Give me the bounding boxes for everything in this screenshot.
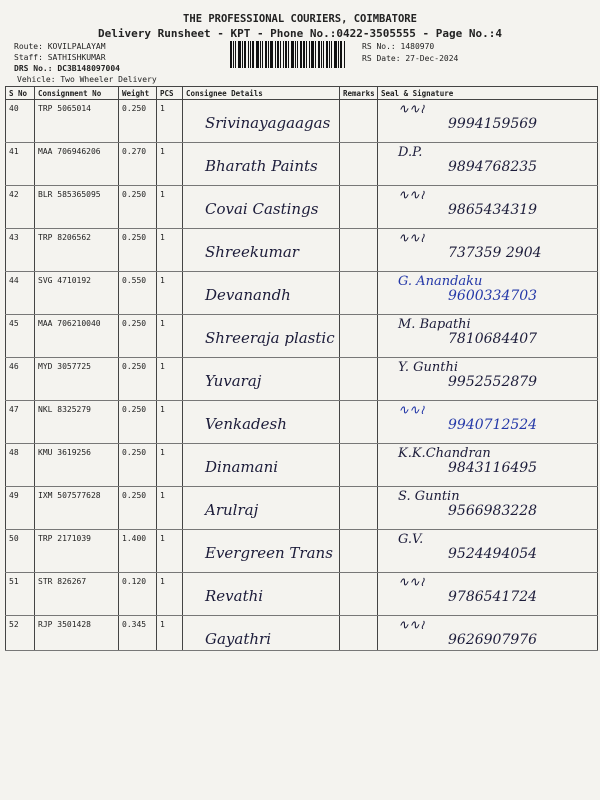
consignment-cell: TRP 8206562 — [35, 229, 119, 272]
sno-cell: 42 — [6, 186, 35, 229]
barcode-bar — [318, 41, 320, 68]
consignment-cell: BLR 585365095 — [35, 186, 119, 229]
consignee-cell — [183, 315, 340, 358]
weight-cell: 0.250 — [119, 401, 157, 444]
consignee-handwriting: Shreeraja plastic — [205, 329, 335, 347]
receiver-phone: 9600334703 — [448, 288, 538, 304]
remarks-cell — [340, 229, 378, 272]
barcode-bar — [321, 41, 322, 68]
consignment-cell: TRP 2171039 — [35, 530, 119, 573]
remarks-cell — [340, 573, 378, 616]
vehicle-label: Vehicle: Two Wheeler Delivery — [17, 75, 157, 84]
weight-cell: 0.250 — [119, 487, 157, 530]
barcode-bar — [334, 41, 337, 68]
rs-date: RS Date: 27-Dec-2024 — [362, 54, 459, 63]
barcode-bar — [256, 41, 259, 68]
consignee-handwriting: Revathi — [205, 587, 264, 605]
sno-cell: 45 — [6, 315, 35, 358]
barcode-bar — [250, 41, 251, 68]
col-sno: S No — [6, 87, 35, 100]
sno-cell: 49 — [6, 487, 35, 530]
sno-cell: 41 — [6, 143, 35, 186]
weight-cell: 0.250 — [119, 229, 157, 272]
barcode-bar — [331, 41, 332, 68]
pcs-cell: 1 — [157, 186, 183, 229]
signature-cell — [378, 358, 598, 401]
sno-cell: 44 — [6, 272, 35, 315]
consignment-cell: MAA 706946206 — [35, 143, 119, 186]
receiver-signature: Y. Gunthi — [398, 360, 459, 375]
consignment-cell: RJP 3501428 — [35, 616, 119, 651]
barcode-bar — [280, 41, 281, 68]
pcs-cell: 1 — [157, 229, 183, 272]
consignment-cell: STR 826267 — [35, 573, 119, 616]
col-remarks: Remarks — [340, 87, 378, 100]
table-row — [6, 573, 598, 616]
signature-cell — [378, 100, 598, 143]
table-row — [6, 100, 598, 143]
table-row — [6, 530, 598, 573]
barcode-bar — [248, 41, 249, 68]
barcode-bar — [268, 41, 269, 68]
consignment-cell: MYD 3057725 — [35, 358, 119, 401]
consignee-cell — [183, 143, 340, 186]
pcs-cell: 1 — [157, 444, 183, 487]
table-row — [6, 444, 598, 487]
consignee-handwriting: Evergreen Trans — [205, 544, 333, 562]
consignee-handwriting: Shreekumar — [205, 243, 299, 261]
barcode — [230, 41, 356, 68]
barcode-bar — [315, 41, 316, 68]
receiver-phone: 9952552879 — [448, 374, 538, 390]
sno-cell: 43 — [6, 229, 35, 272]
rs-number: RS No.: 1480970 — [362, 42, 435, 51]
consignment-cell: MAA 706210040 — [35, 315, 119, 358]
remarks-cell — [340, 444, 378, 487]
barcode-bar — [303, 41, 305, 68]
weight-cell: 0.250 — [119, 358, 157, 401]
pcs-cell: 1 — [157, 272, 183, 315]
sno-cell: 47 — [6, 401, 35, 444]
remarks-cell — [340, 487, 378, 530]
table-row — [6, 616, 598, 651]
table-row — [6, 358, 598, 401]
sno-cell: 51 — [6, 573, 35, 616]
barcode-bar — [262, 41, 263, 68]
col-weight: Weight — [119, 87, 157, 100]
receiver-phone: 9894768235 — [448, 159, 538, 175]
consignment-cell: SVG 4710192 — [35, 272, 119, 315]
consignee-handwriting: Bharath Paints — [205, 157, 318, 175]
consignee-handwriting: Srivinayagaagas — [205, 114, 331, 132]
consignee-cell — [183, 229, 340, 272]
receiver-signature: M. Bapathi — [398, 317, 471, 332]
receiver-signature: G.V. — [398, 532, 424, 547]
remarks-cell — [340, 315, 378, 358]
consignee-cell — [183, 530, 340, 573]
consignee-cell — [183, 487, 340, 530]
weight-cell: 0.550 — [119, 272, 157, 315]
barcode-bar — [306, 41, 307, 68]
barcode-bar — [233, 41, 234, 68]
pcs-cell: 1 — [157, 358, 183, 401]
table-row — [6, 186, 598, 229]
receiver-signature: ∿∿≀ — [398, 618, 425, 633]
receiver-signature: S. Guntin — [398, 489, 460, 504]
signature-cell — [378, 530, 598, 573]
consignment-cell: KMU 3619256 — [35, 444, 119, 487]
company-title: THE PROFESSIONAL COURIERS, COIMBATORE — [183, 13, 417, 25]
receiver-signature: ∿∿≀ — [398, 231, 425, 246]
sno-cell: 40 — [6, 100, 35, 143]
consignee-handwriting: Yuvaraj — [205, 372, 262, 390]
table-row — [6, 401, 598, 444]
weight-cell: 0.250 — [119, 100, 157, 143]
barcode-bar — [326, 41, 328, 68]
signature-cell — [378, 444, 598, 487]
runsheet-table — [5, 86, 598, 651]
barcode-bar — [265, 41, 267, 68]
sno-cell: 50 — [6, 530, 35, 573]
receiver-phone: 9524494054 — [448, 546, 538, 562]
barcode-bar — [230, 41, 232, 68]
receiver-phone: 9994159569 — [448, 116, 538, 132]
consignee-cell — [183, 401, 340, 444]
barcode-bar — [252, 41, 254, 68]
table-row — [6, 229, 598, 272]
table-row — [6, 315, 598, 358]
pcs-cell: 1 — [157, 401, 183, 444]
signature-cell — [378, 143, 598, 186]
consignment-cell: IXM 507577628 — [35, 487, 119, 530]
remarks-cell — [340, 100, 378, 143]
col-consignment: Consignment No — [35, 87, 119, 100]
drs-label: DRS No.: DC3B148097004 — [14, 64, 120, 73]
pcs-cell: 1 — [157, 143, 183, 186]
consignee-cell — [183, 358, 340, 401]
sno-cell: 52 — [6, 616, 35, 651]
barcode-bar — [340, 41, 342, 68]
barcode-bar — [344, 41, 345, 68]
receiver-phone: 9566983228 — [448, 503, 538, 519]
receiver-signature: G. Anandaku — [398, 274, 483, 289]
consignee-cell — [183, 444, 340, 487]
weight-cell: 0.250 — [119, 444, 157, 487]
pcs-cell: 1 — [157, 487, 183, 530]
table-row — [6, 487, 598, 530]
signature-cell — [378, 186, 598, 229]
barcode-bar — [238, 41, 241, 68]
receiver-phone: 7810684407 — [448, 331, 538, 347]
barcode-bar — [323, 41, 324, 68]
signature-cell — [378, 487, 598, 530]
consignee-handwriting: Devanandh — [205, 286, 291, 304]
barcode-bar — [300, 41, 302, 68]
consignee-handwriting: Covai Castings — [205, 200, 319, 218]
table-row — [6, 143, 598, 186]
pcs-cell: 1 — [157, 100, 183, 143]
sno-cell: 46 — [6, 358, 35, 401]
receiver-phone: 9843116495 — [448, 460, 538, 476]
signature-cell — [378, 616, 598, 651]
barcode-bar — [288, 41, 289, 68]
consignment-cell: NKL 8325279 — [35, 401, 119, 444]
weight-cell: 0.270 — [119, 143, 157, 186]
table-row — [6, 272, 598, 315]
signature-cell — [378, 573, 598, 616]
staff-label: Staff: SATHISHKUMAR — [14, 53, 106, 62]
consignee-cell — [183, 100, 340, 143]
pcs-cell: 1 — [157, 616, 183, 651]
receiver-phone: 9786541724 — [448, 589, 538, 605]
pcs-cell: 1 — [157, 315, 183, 358]
weight-cell: 1.400 — [119, 530, 157, 573]
remarks-cell — [340, 143, 378, 186]
remarks-cell — [340, 530, 378, 573]
receiver-signature: ∿∿≀ — [398, 575, 425, 590]
barcode-bar — [270, 41, 273, 68]
barcode-bar — [235, 41, 236, 68]
barcode-bar — [277, 41, 279, 68]
remarks-cell — [340, 401, 378, 444]
col-signature: Seal & Signature — [378, 87, 598, 100]
barcode-bar — [283, 41, 284, 68]
route-label: Route: KOVILPALAYAM — [14, 42, 106, 51]
consignee-cell — [183, 573, 340, 616]
pcs-cell: 1 — [157, 530, 183, 573]
receiver-signature: K.K.Chandran — [398, 446, 491, 461]
receiver-phone: 737359 2904 — [448, 245, 542, 261]
col-consignee: Consignee Details — [183, 87, 340, 100]
receiver-signature: ∿∿≀ — [398, 403, 425, 418]
receiver-signature: ∿∿≀ — [398, 102, 425, 117]
pcs-cell: 1 — [157, 573, 183, 616]
remarks-cell — [340, 186, 378, 229]
remarks-cell — [340, 616, 378, 651]
barcode-bar — [275, 41, 276, 68]
consignee-cell — [183, 616, 340, 651]
signature-cell — [378, 229, 598, 272]
barcode-bar — [338, 41, 339, 68]
consignment-cell: TRP 5065014 — [35, 100, 119, 143]
barcode-bar — [311, 41, 314, 68]
weight-cell: 0.120 — [119, 573, 157, 616]
receiver-phone: 9940712524 — [448, 417, 538, 433]
consignee-handwriting: Dinamani — [205, 458, 279, 476]
signature-cell — [378, 272, 598, 315]
barcode-bar — [309, 41, 310, 68]
remarks-cell — [340, 272, 378, 315]
col-pcs: PCS — [157, 87, 183, 100]
barcode-bar — [260, 41, 261, 68]
barcode-bar — [295, 41, 296, 68]
barcode-bar — [244, 41, 246, 68]
receiver-phone: 9865434319 — [448, 202, 538, 218]
signature-cell — [378, 401, 598, 444]
receiver-signature: ∿∿≀ — [398, 188, 425, 203]
consignee-handwriting: Arulraj — [205, 501, 259, 519]
sno-cell: 48 — [6, 444, 35, 487]
weight-cell: 0.250 — [119, 315, 157, 358]
barcode-bar — [285, 41, 287, 68]
table-header — [6, 87, 598, 100]
receiver-phone: 9626907976 — [448, 632, 538, 648]
receiver-signature: D.P. — [398, 145, 423, 160]
weight-cell: 0.345 — [119, 616, 157, 651]
remarks-cell — [340, 358, 378, 401]
consignee-cell — [183, 272, 340, 315]
consignee-cell — [183, 186, 340, 229]
signature-cell — [378, 315, 598, 358]
weight-cell: 0.250 — [119, 186, 157, 229]
barcode-bar — [291, 41, 294, 68]
runsheet-title: Delivery Runsheet - KPT - Phone No.:0422-3505555 - Page No.:4 — [98, 27, 502, 40]
barcode-bar — [242, 41, 243, 68]
consignee-handwriting: Venkadesh — [205, 415, 287, 433]
barcode-bar — [297, 41, 298, 68]
barcode-bar — [329, 41, 330, 68]
consignee-handwriting: Gayathri — [205, 630, 271, 648]
